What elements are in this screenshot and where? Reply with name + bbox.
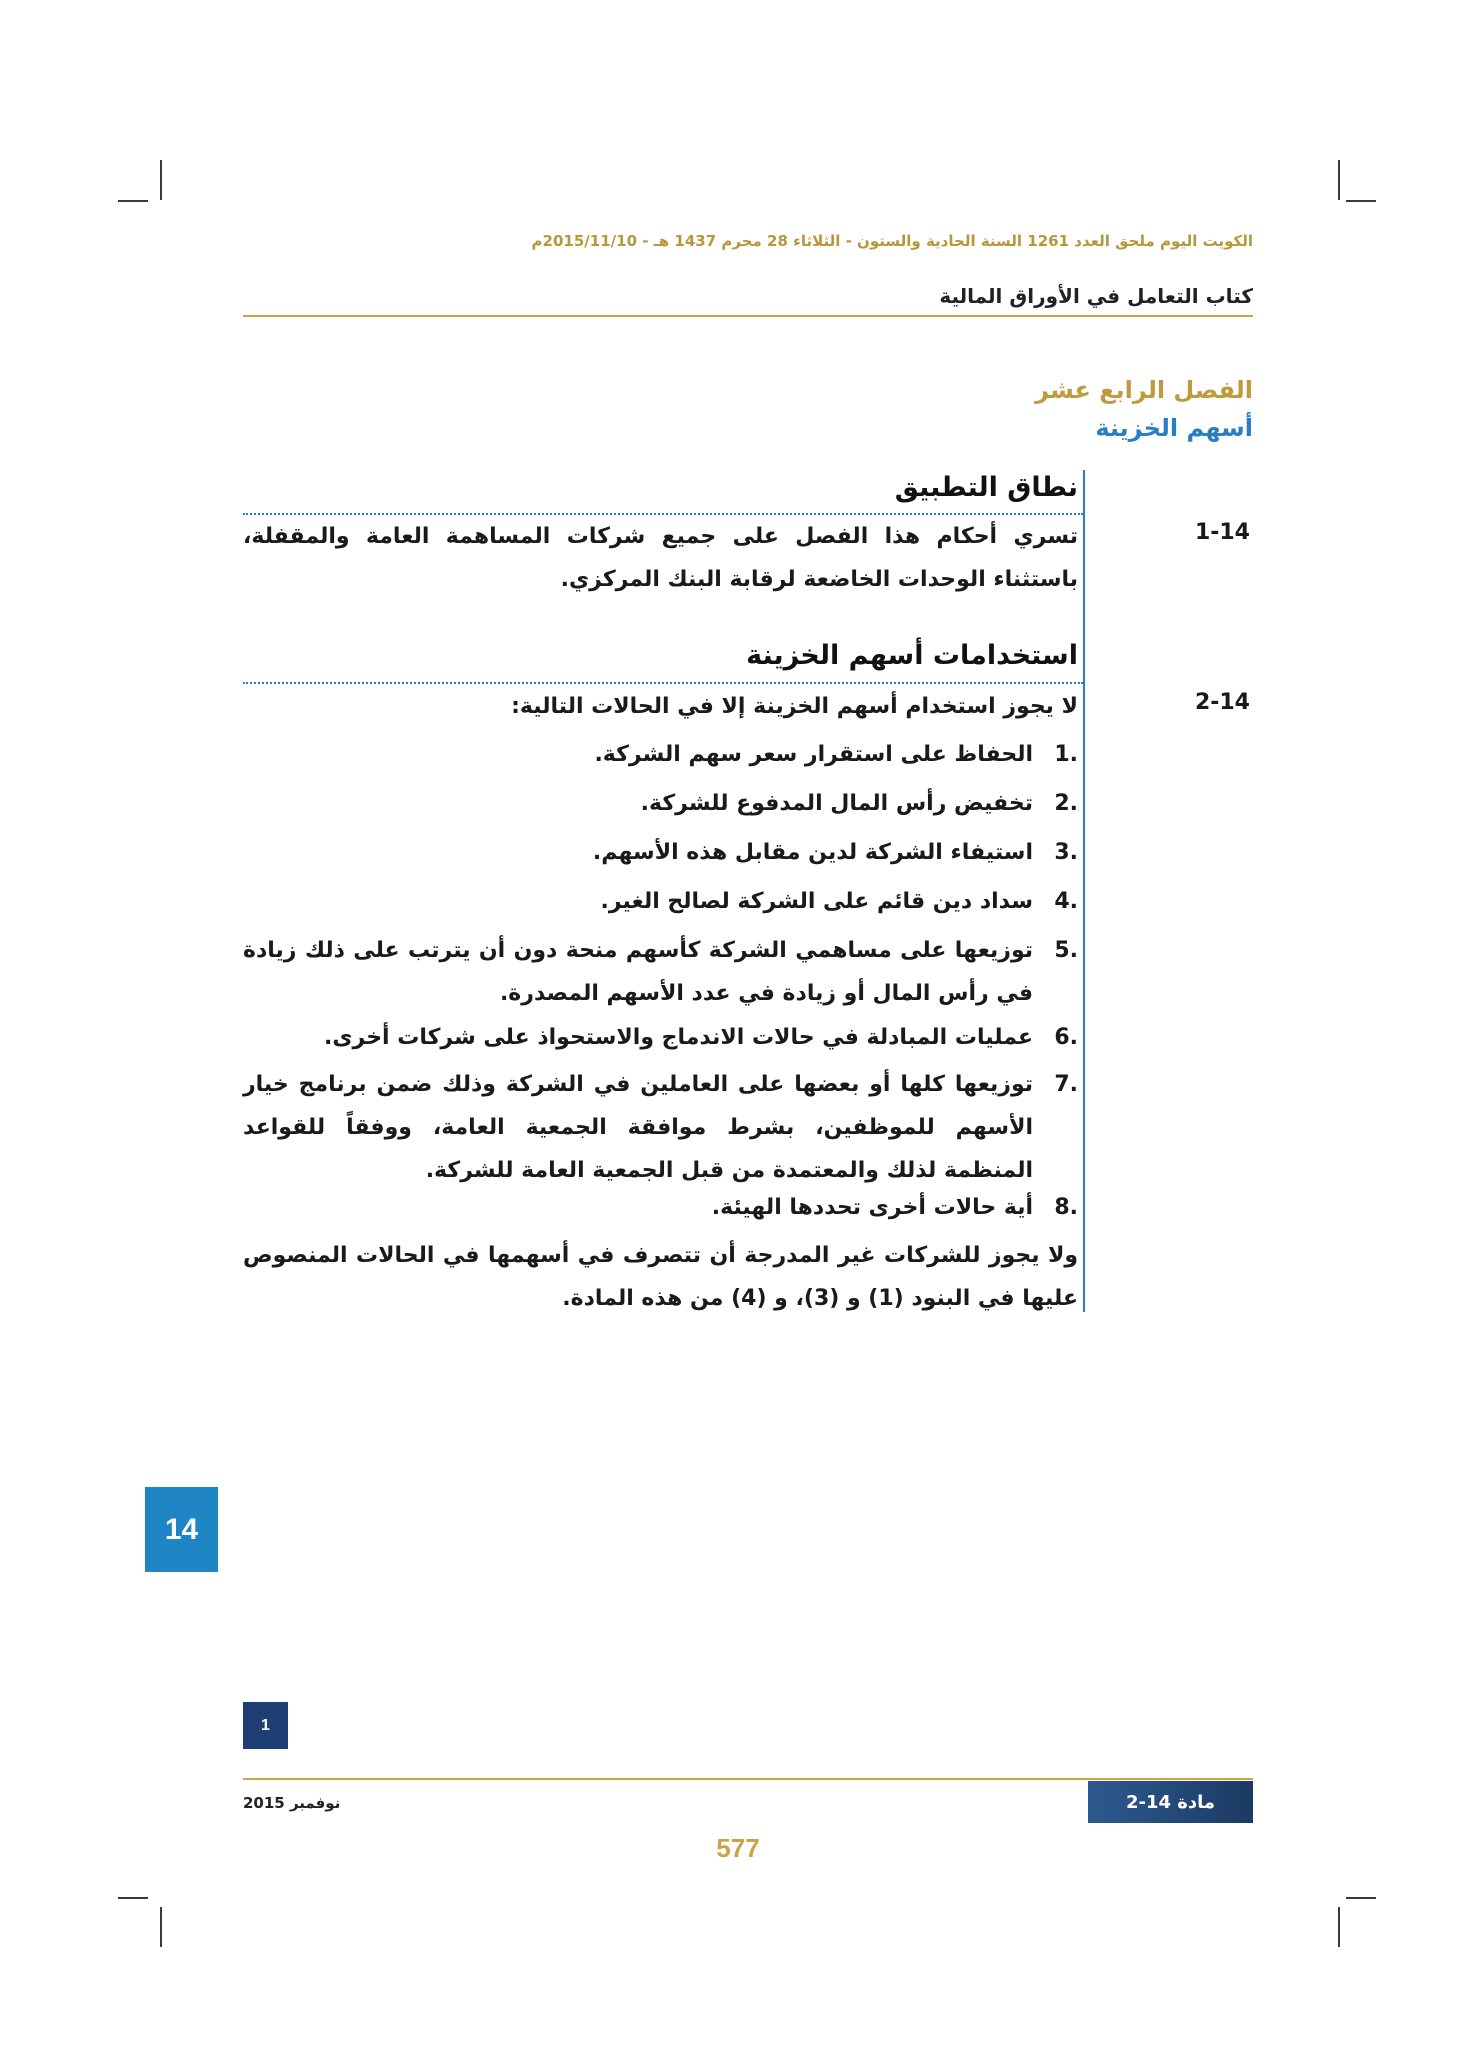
page-badge: 1 — [243, 1702, 288, 1749]
article-text: تسري أحكام هذا الفصل على جميع شركات المساهمة العامة والمقفلة، باستثناء الوحدات الخاضعة لرقابة البنك المركزي. — [243, 524, 1078, 592]
article-number: 2-14 — [1194, 690, 1250, 715]
list-item — [243, 831, 1078, 874]
list-text: توزيعها كلها أو بعضها على العاملين في الشركة وذلك ضمن برنامج خيار الأسهم للموظفين، بشرط موافقة الجمعية العامة، ووفقاً للقواعد المنظمة لذلك والمعتمدة من قبل الجمعية العامة للشركة. — [243, 1072, 1033, 1183]
crop-mark — [160, 160, 162, 200]
list-text: أية حالات أخرى تحددها الهيئة. — [711, 1195, 1033, 1220]
chapter-subtitle: أسهم الخزينة — [1095, 414, 1253, 442]
list-number: 8. — [1054, 1195, 1078, 1220]
footer-date: نوفمبر 2015 — [243, 1794, 341, 1812]
list-text: توزيعها على مساهمي الشركة كأسهم منحة دون أن يترتب على ذلك زيادة في رأس المال أو زيادة في عدد الأسهم المصدرة. — [243, 938, 1033, 1006]
crop-mark — [1346, 200, 1376, 202]
list-item — [243, 733, 1078, 776]
list-item — [243, 929, 1078, 1015]
crop-mark — [1338, 160, 1340, 200]
crop-mark — [118, 200, 148, 202]
list-text: سداد دين قائم على الشركة لصالح الغير. — [600, 889, 1033, 914]
crop-mark — [1338, 1907, 1340, 1947]
margin-line — [1083, 470, 1085, 1312]
crop-mark — [1346, 1897, 1376, 1899]
list-text: عمليات المبادلة في حالات الاندماج والاستحواذ على شركات أخرى. — [323, 1025, 1033, 1050]
header-rule — [243, 315, 1253, 317]
page-number: 577 — [716, 1833, 760, 1863]
section-divider — [243, 682, 1083, 684]
crop-mark — [118, 1897, 148, 1899]
section-title: استخدامات أسهم الخزينة — [746, 640, 1078, 671]
list-number: 1. — [1054, 742, 1078, 767]
list-number: 3. — [1054, 840, 1078, 865]
section-title: نطاق التطبيق — [894, 472, 1078, 503]
article-intro: لا يجوز استخدام أسهم الخزينة إلا في الحالات التالية: — [511, 694, 1078, 719]
article-closing: ولا يجوز للشركات غير المدرجة أن تتصرف في أسهمها في الحالات المنصوص عليها في البنود (1) و (3)، و (4) من هذه المادة. — [243, 1243, 1078, 1311]
list-text: الحفاظ على استقرار سعر سهم الشركة. — [594, 742, 1033, 767]
list-number: 2. — [1054, 791, 1078, 816]
crop-mark — [160, 1907, 162, 1947]
list-number: 4. — [1054, 889, 1078, 914]
footer-article-label: مادة 14-2 — [1088, 1781, 1253, 1823]
list-text: استيفاء الشركة لدين مقابل هذه الأسهم. — [592, 840, 1033, 865]
list-text: تخفيض رأس المال المدفوع للشركة. — [640, 791, 1033, 816]
publication-line: الكويت اليوم ملحق العدد 1261 السنة الحادية والستون - الثلاثاء 28 محرم 1437 هـ - 2015/11/10م — [531, 232, 1253, 250]
list-item — [243, 880, 1078, 923]
list-item — [243, 1186, 1078, 1229]
list-item — [243, 782, 1078, 825]
footer-rule — [243, 1778, 1253, 1780]
list-item — [243, 1063, 1078, 1192]
book-title: كتاب التعامل في الأوراق المالية — [939, 284, 1253, 308]
chapter-title: الفصل الرابع عشر — [1035, 376, 1253, 404]
list-number: 6. — [1054, 1025, 1078, 1050]
list-number: 5. — [1054, 938, 1078, 963]
list-number: 7. — [1054, 1072, 1078, 1097]
chapter-tab: 14 — [145, 1487, 218, 1572]
article-number: 1-14 — [1194, 520, 1250, 545]
list-item — [243, 1016, 1078, 1059]
